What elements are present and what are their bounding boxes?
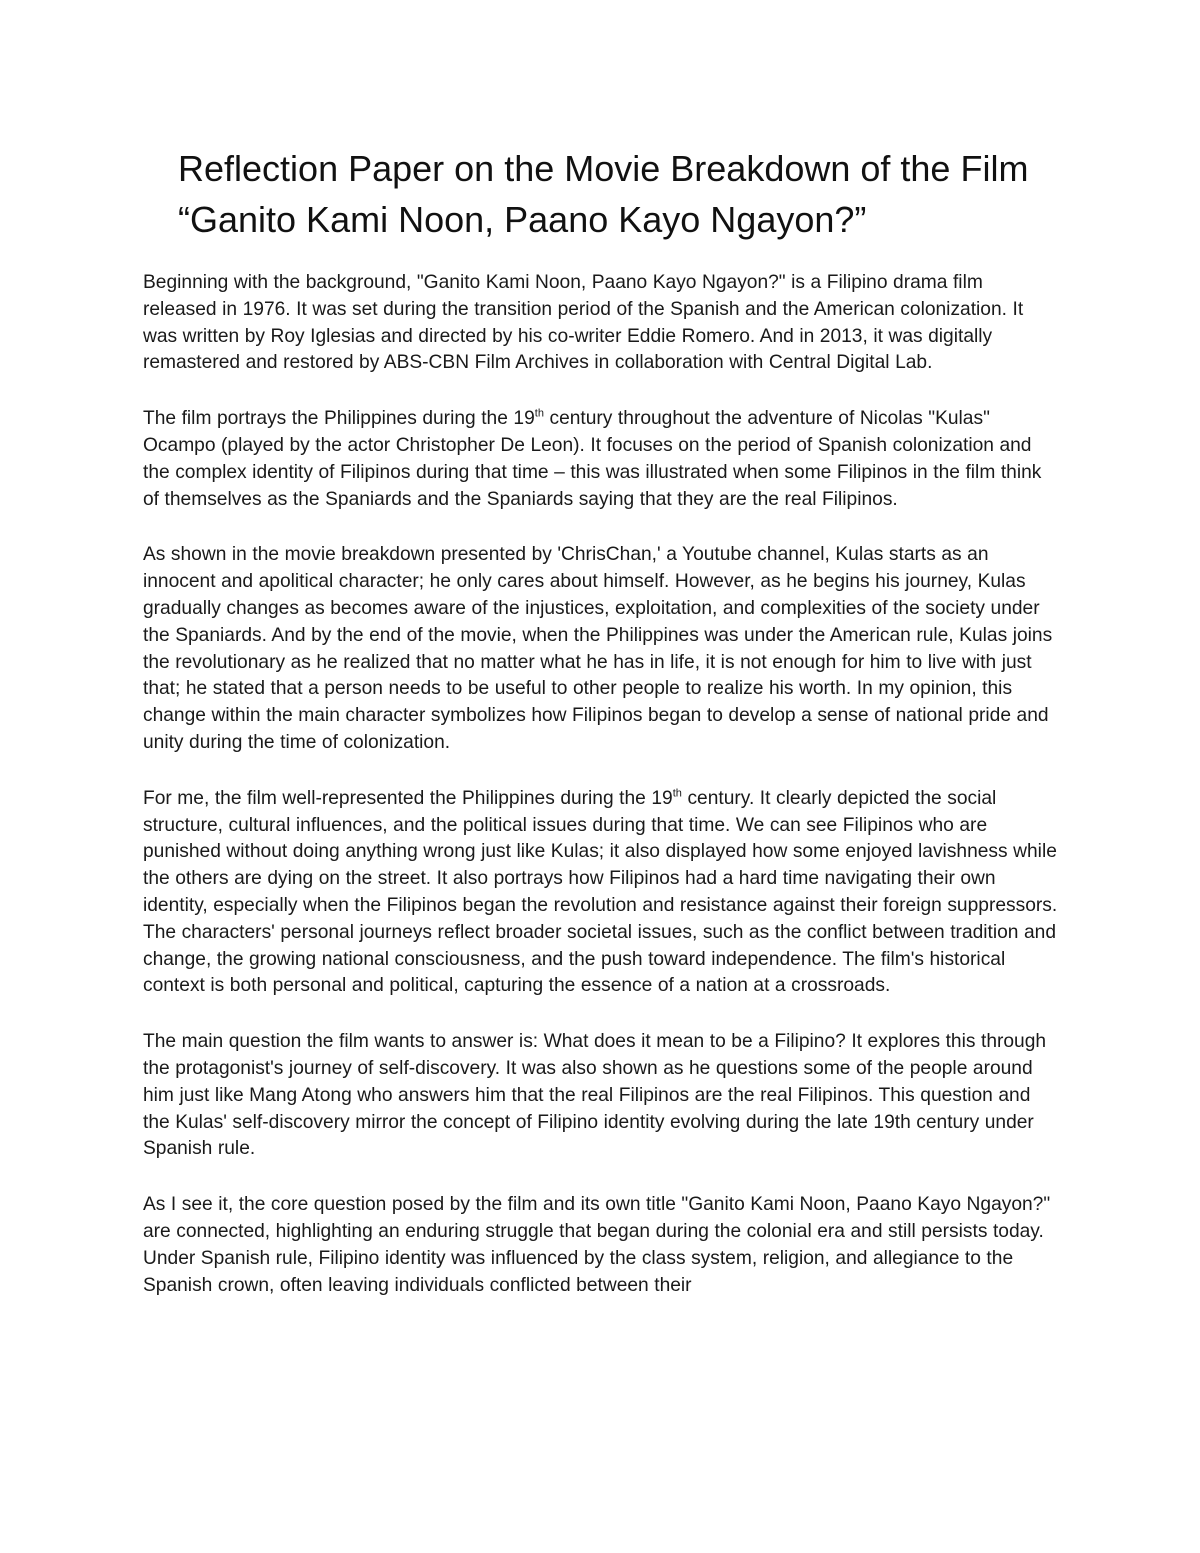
paragraph-representation-text-end: century. It clearly depicted the social structure, cultural influences, and the political issues during that time. We can see Filipinos who are punished without doing anything wrong just like Kulas; it also displayed how some enjoyed lavishness while the others are dying on the street. It also portrays how Filipinos had a hard time navigating their own identity, especially when the Filipinos began the revolution and resistance against their foreign suppressors. The characters' personal journeys reflect broader societal issues, such as the conflict between tradition and change, the growing national consciousness, and the push toward independence. The film's historical context is both personal and political, capturing the essence of a nation at a crossroads. — [143, 787, 1058, 997]
paragraph-main-question: The main question the film wants to answer is: What does it mean to be a Filipino? It explores this through the protagonist's journey of self-discovery. It was also shown as he questions some of the people around him just like Mang Atong who answers him that the real Filipinos are the real Filipinos. This question and the Kulas' self-discovery mirror the concept of Filipino identity evolving during the late 19th century under Spanish rule. — [143, 1031, 1047, 1160]
paragraph-portrayal-text-end: century throughout the adventure of Nicolas "Kulas" Ocampo (played by the actor Christopher De Leon). It focuses on the period of Spanish colonization and the complex identity of Filipinos during that time – this was illustrated when some Filipinos in the film think of themselves as the Spaniards and the Spaniards saying that they are the real Filipinos. — [143, 408, 1042, 510]
ordinal-suffix: th — [534, 407, 544, 420]
paragraph-portrayal — [143, 406, 1058, 513]
paragraph-core-question: As I see it, the core question posed by the film and its own title "Ganito Kami Noon, Paano Kayo Ngayon?" are connected, highlighting an enduring struggle that began during the colonial era and still persists today. Under Spanish rule, Filipino identity was influenced by the class system, religion, and allegiance to the Spanish crown, often leaving individuals conflicted between their — [143, 1194, 1051, 1296]
paragraph-character-arc: As shown in the movie breakdown presented by 'ChrisChan,' a Youtube channel, Kulas starts as an innocent and apolitical character; he only cares about himself. However, as he begins his journey, Kulas gradually changes as becomes aware of the injustices, exploitation, and complexities of the society under the Spaniards. And by the end of the movie, when the Philippines was under the American rule, Kulas joins the revolutionary as he realized that no matter what he has in life, it is not enough for him to live with just that; he stated that a person needs to be useful to other people to realize his worth. In my opinion, this change within the main character symbolizes how Filipinos began to develop a sense of national pride and unity during the time of colonization. — [143, 544, 1053, 753]
document-title: Reflection Paper on the Movie Breakdown of the Film “Ganito Kami Noon, Paano Kayo Ngayon?” — [178, 148, 1029, 240]
paragraph-background: Beginning with the background, "Ganito Kami Noon, Paano Kayo Ngayon?" is a Filipino drama film released in 1976. It was set during the transition period of the Spanish and the American colonization. It was written by Roy Iglesias and directed by his co-writer Eddie Romero. And in 2013, it was digitally remastered and restored by ABS-CBN Film Archives in collaboration with Central Digital Lab. — [143, 272, 1024, 374]
paragraph-portrayal-text-start: The film portrays the Philippines during the 19 — [143, 408, 535, 430]
document-body — [143, 270, 1058, 1328]
paragraph-representation-text-start: For me, the film well-represented the Philippines during the 19 — [143, 787, 673, 809]
ordinal-suffix: th — [672, 787, 682, 800]
paragraph-representation — [143, 786, 1058, 1000]
